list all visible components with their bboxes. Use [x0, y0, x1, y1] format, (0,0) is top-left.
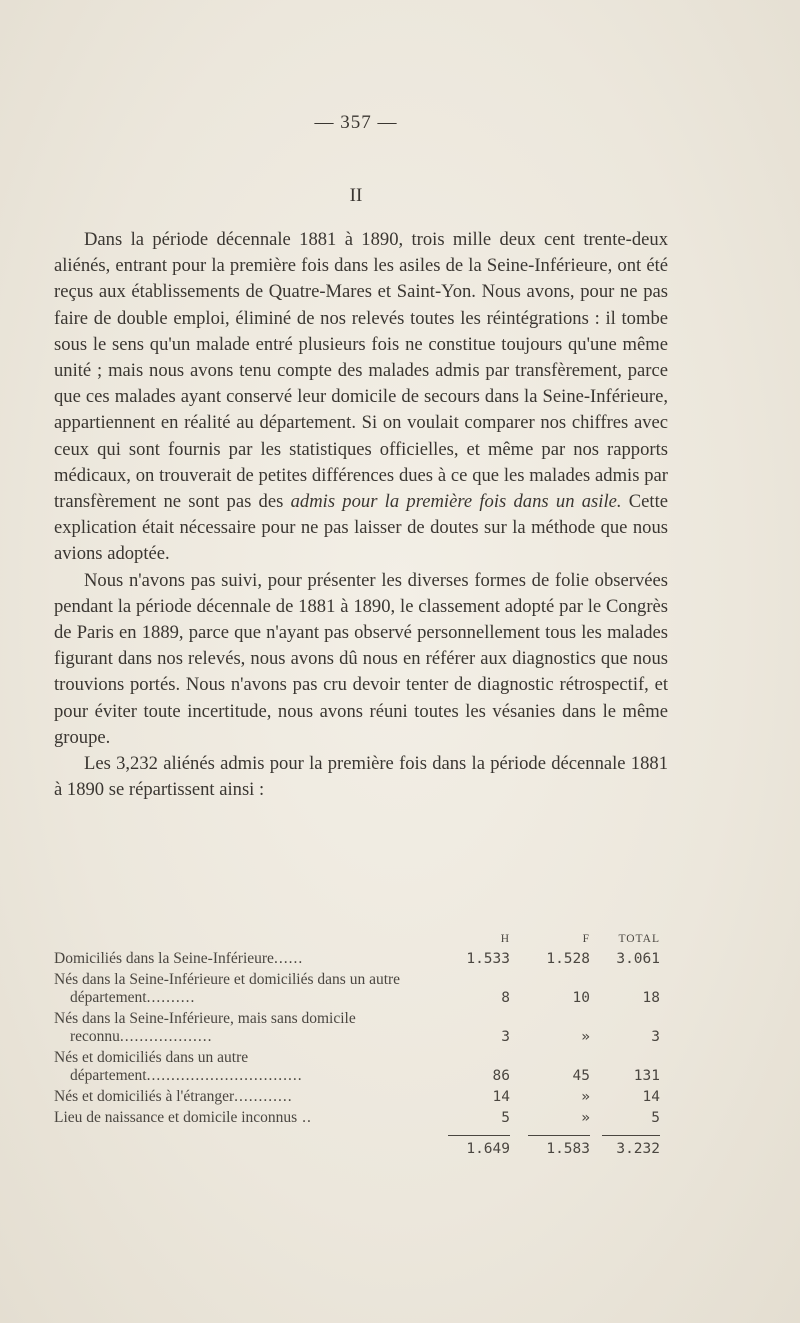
cell-total: 3	[651, 1029, 660, 1045]
cell-h: 86	[492, 1068, 510, 1084]
paragraph-2: Nous n'avons pas suivi, pour présenter les diverses formes de folie observées pendant la période décennale de 1881 à 1890, le classement adopté par le Congrès de Paris en 1889, parce que n'ayant pas observé personnellement tous les malades figurant dans nos relevés, nous avons dû nous en référer aux diagnostics que nous trouvions portés. Nous n'avons pas cru devoir tenter de diagnostic rétrospectif, et pour éviter toute incertitude, nous avons réuni toutes les vésanies dans le même groupe.	[54, 569, 668, 748]
header-total: TOTAL	[618, 933, 660, 945]
row-label: Nés dans la Seine-Inférieure et domiciliés dans un autre département..........	[54, 971, 401, 1006]
table-row	[54, 1088, 660, 1106]
table-row	[54, 971, 660, 1007]
cell-f: »	[581, 1029, 590, 1045]
table-row	[54, 1109, 660, 1127]
paragraph-3: Les 3,232 aliénés admis pour la première fois dans la période décennale 1881 à 1890 se répartissent ainsi :	[54, 753, 668, 801]
table-row	[54, 1049, 660, 1085]
row-label: Nés et domiciliés à l'étranger............	[54, 1088, 293, 1105]
cell-f: »	[581, 1110, 590, 1126]
section-heading: II	[349, 185, 363, 206]
cell-f: »	[581, 1089, 590, 1105]
statistics-table	[54, 930, 660, 1158]
row-label: Nés et domiciliés dans un autre département................................	[54, 1049, 303, 1084]
totals-row	[54, 1135, 660, 1158]
total-total: 3.232	[602, 1135, 660, 1158]
cell-f: 1.528	[546, 951, 590, 967]
paragraph-1-text: Dans la période décennale 1881 à 1890, trois mille deux cent trente-deux aliénés, entrant pour la première fois dans les asiles de la Seine-Inférieure, ont été reçus aux établissements de Quatre-Mares et Saint-Yon. Nous avons, pour ne pas faire de double emploi, éliminé de nos relevés toutes les réintégrations : il tombe sous le sens qu'un malade entré plusieurs fois ne constitue toujours qu'une même unité ; mais nous avons tenu compte des malades admis par transfèrement, parce que ces malades ayant conservé leur domicile de secours dans la Seine-Inférieure, appartiennent en réalité au département. Si on voulait comparer nos chiffres avec ceux qui sont fournis par les statistiques officielles, et même par nos rapports médicaux, on trouverait de petites différences dues à ce que les malades admis par transfèrement ne sont pas des	[54, 229, 668, 513]
header-h: H	[500, 933, 510, 945]
cell-f: 10	[572, 990, 590, 1006]
body-text	[54, 227, 668, 803]
cell-h: 5	[501, 1110, 510, 1126]
cell-total: 14	[642, 1089, 660, 1105]
cell-total: 5	[651, 1110, 660, 1126]
cell-f: 45	[572, 1068, 590, 1084]
row-label: Lieu de naissance et domicile inconnus ..	[54, 1109, 312, 1126]
cell-total: 18	[642, 990, 660, 1006]
paragraph-1-after: Cette explication était nécessaire pour ne pas laisser de doutes sur la méthode que nous avions adoptée.	[54, 491, 669, 565]
cell-total: 131	[633, 1068, 660, 1084]
cell-total: 3.061	[616, 951, 660, 967]
paragraph-1-italic: admis pour la première fois dans un asile.	[290, 491, 622, 513]
table-row	[54, 1010, 660, 1046]
cell-h: 3	[501, 1029, 510, 1045]
header-f: F	[582, 933, 590, 945]
paragraph-1	[54, 227, 668, 568]
row-label: Domiciliés dans la Seine-Inférieure......	[54, 950, 304, 967]
table-row	[54, 950, 660, 968]
total-f: 1.583	[528, 1135, 590, 1158]
cell-h: 1.533	[466, 951, 510, 967]
total-h: 1.649	[448, 1135, 510, 1158]
cell-h: 14	[492, 1089, 510, 1105]
cell-h: 8	[501, 990, 510, 1006]
row-label: Nés dans la Seine-Inférieure, mais sans domicile reconnu...................	[54, 1010, 356, 1045]
page-number: — 357 —	[314, 112, 398, 133]
table-header	[54, 930, 660, 950]
